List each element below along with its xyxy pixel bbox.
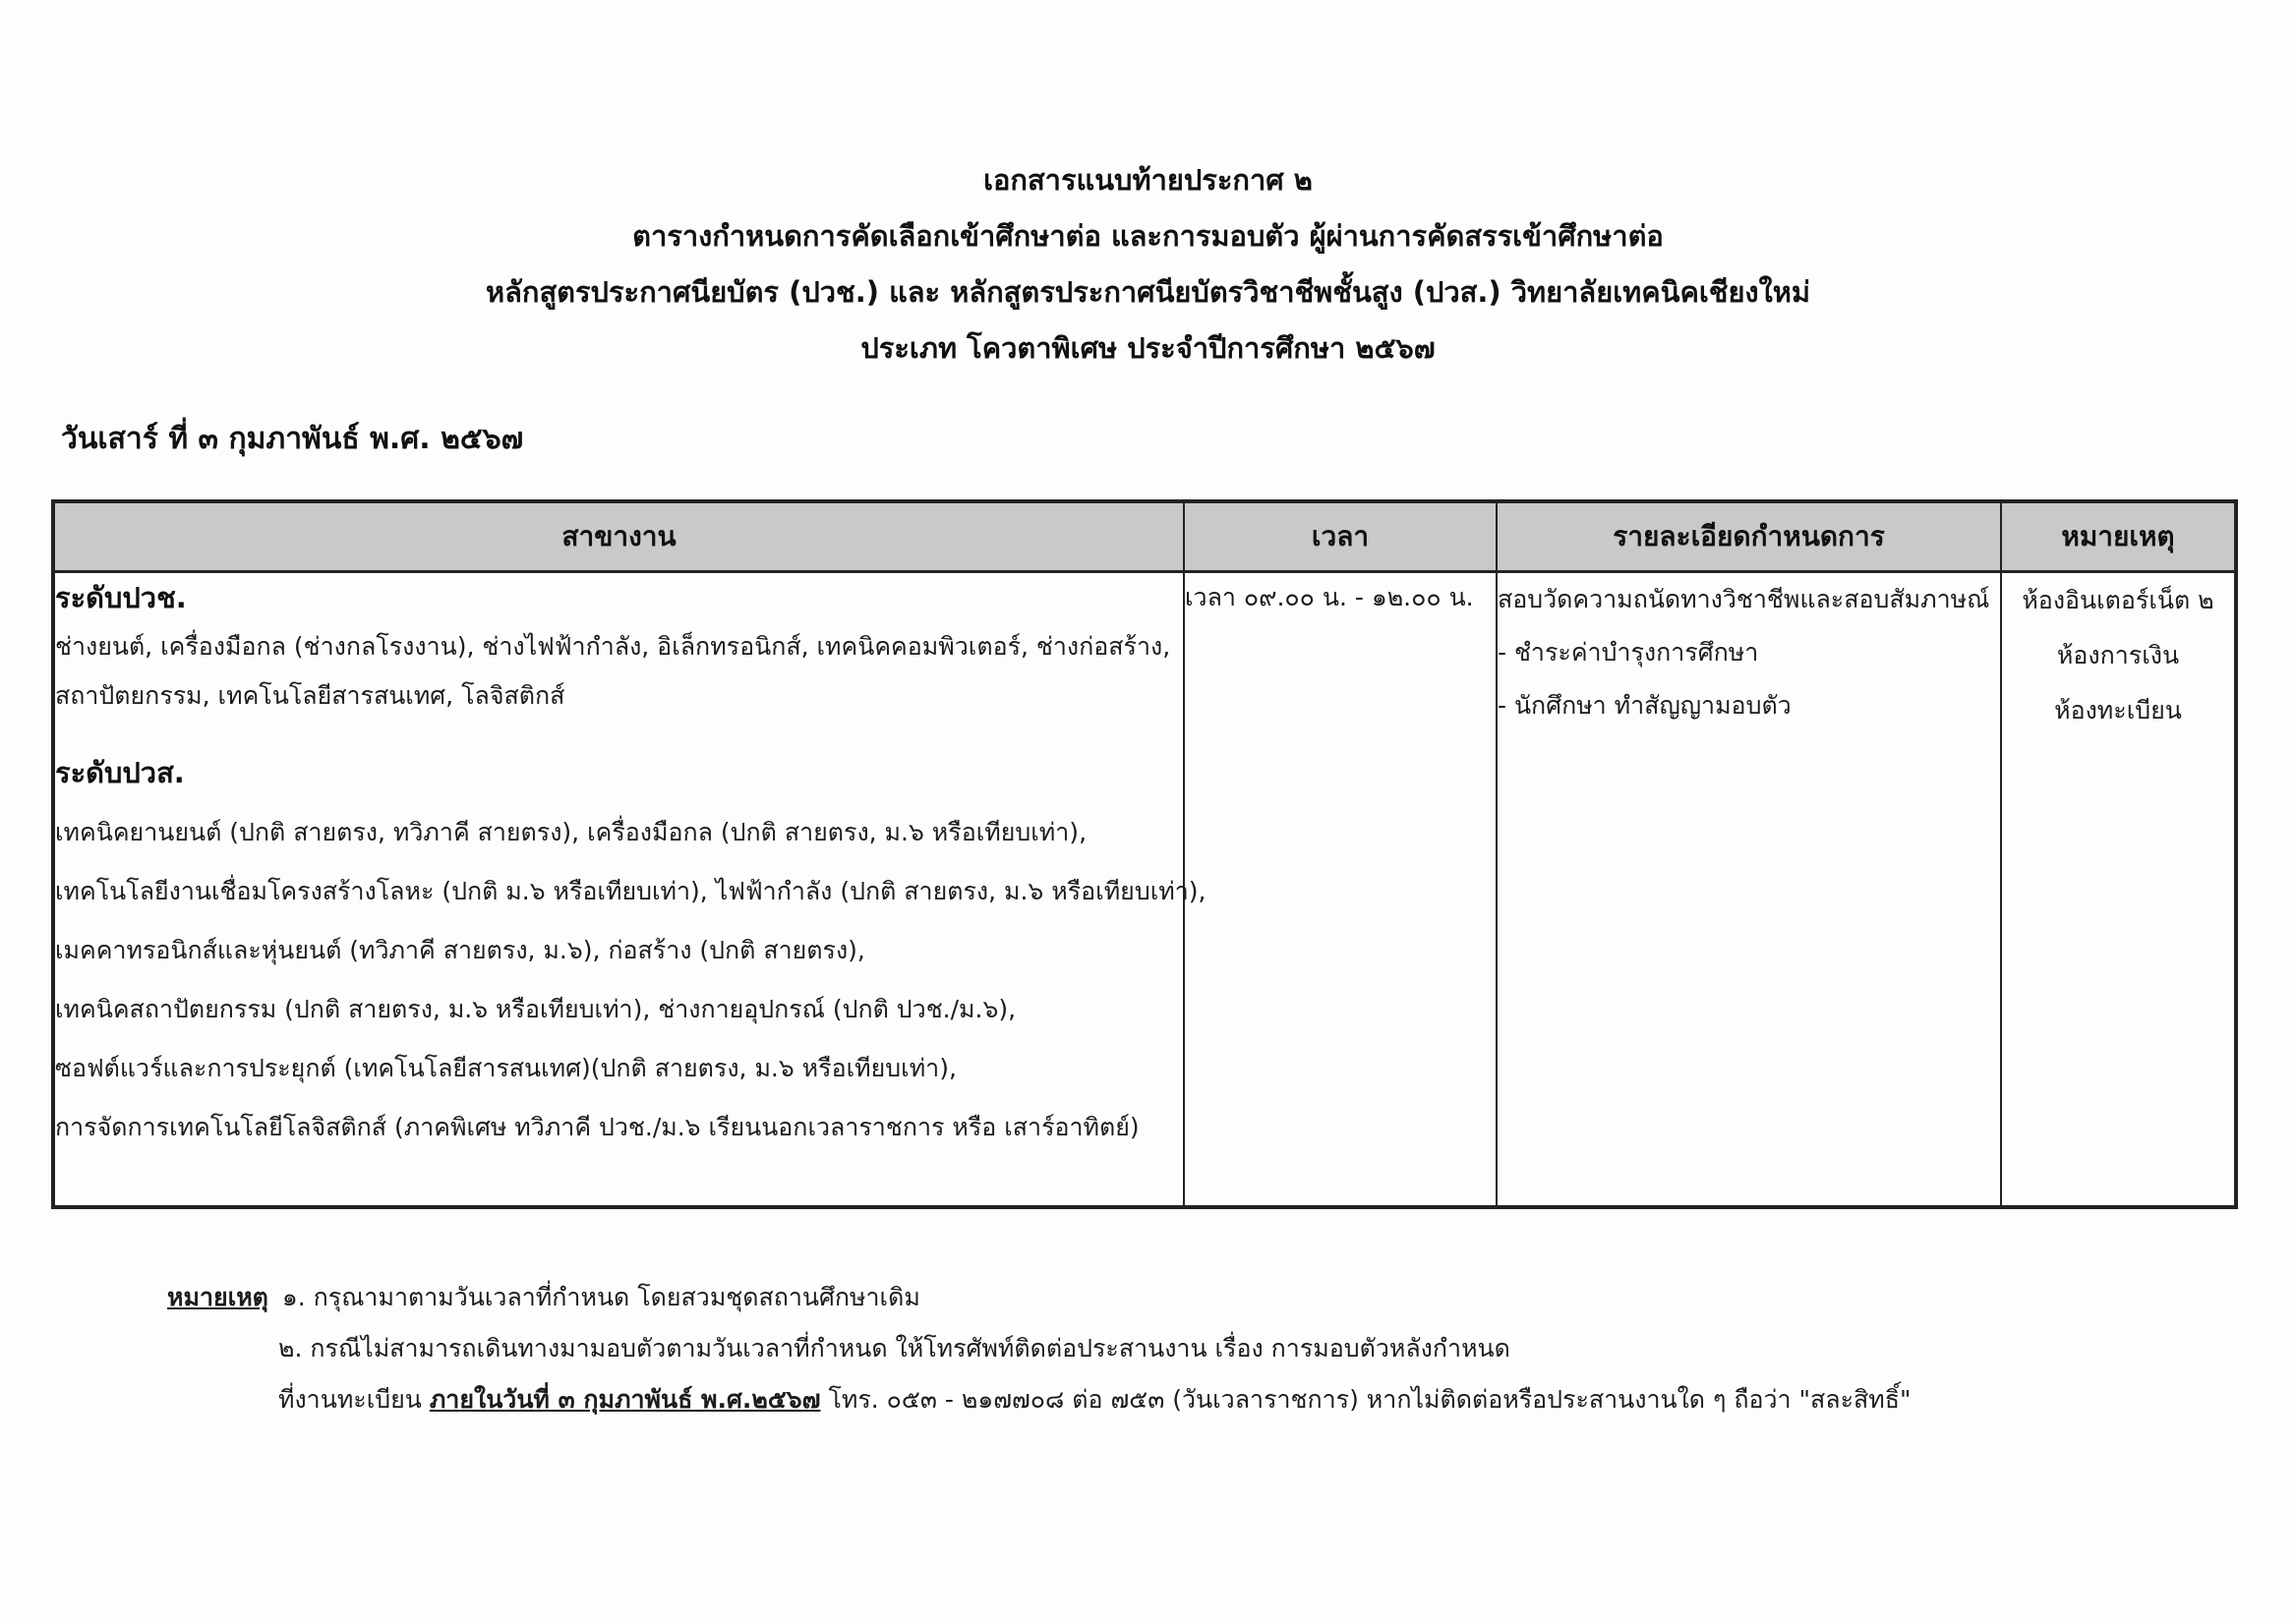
note-room: ห้องอินเตอร์เน็ต ๒	[2022, 586, 2214, 614]
document-title-quota: ประเภท โควตาพิเศษ ประจำปีการศึกษา ๒๕๖๗	[860, 331, 1436, 365]
header-branch: สาขางาน	[53, 501, 1184, 572]
pvc-branch-line: สถาปัตยกรรม, เทคโนโลยีสารสนเทศ, โลจิสติกส์	[55, 681, 565, 710]
schedule-date: วันเสาร์ ที่ ๓ กุมภาพันธ์ พ.ศ. ๒๕๖๗	[61, 422, 524, 456]
note-room: ห้องการเงิน	[2056, 641, 2180, 669]
branch-cell	[53, 572, 1207, 1208]
pvs-branch-line: เทคโนโลยีงานเชื่อมโครงสร้างโลหะ (ปกติ ม.๖ หรือเทียบเท่า), ไฟฟ้ากำลัง (ปกติ สายตรง, ม.๖ หรือเทียบเท่า),	[55, 877, 1207, 905]
pvc-level-heading: ระดับปวช.	[55, 581, 187, 614]
detail-item: - นักศึกษา ทำสัญญามอบตัว	[1498, 691, 1792, 720]
schedule-table	[51, 499, 2238, 1209]
pvs-branch-line: เมคคาทรอนิกส์และหุ่นยนต์ (ทวิภาคี สายตรง, ม.๖), ก่อสร้าง (ปกติ สายตรง),	[55, 936, 865, 964]
document-title-schedule: ตารางกำหนดการคัดเลือกเข้าศึกษาต่อ และการมอบตัว ผู้ผ่านการคัดสรรเข้าศึกษาต่อ	[632, 219, 1664, 253]
pvs-branch-line: ซอฟต์แวร์และการประยุกต์ (เทคโนโลยีสารสนเทศ)(ปกติ สายตรง, ม.๖ หรือเทียบเท่า),	[55, 1054, 957, 1082]
table-header-row	[53, 501, 2236, 572]
pvs-level-heading: ระดับปวส.	[55, 756, 185, 789]
footnote-deadline: ภายในวันที่ ๓ กุมภาพันธ์ พ.ศ.๒๕๖๗	[429, 1385, 821, 1414]
header-detail: รายละเอียดกำหนดการ	[1497, 501, 2001, 572]
detail-cell	[1497, 572, 2001, 1208]
detail-item: - ชำระค่าบำรุงการศึกษา	[1498, 638, 1759, 667]
footnote-1-text: ๑. กรุณามาตามวันเวลาที่กำหนด โดยสวมชุดสถานศึกษาเดิม	[281, 1283, 920, 1311]
footnotes	[167, 1272, 1912, 1425]
pvc-branch-line: ช่างยนต์, เครื่องมือกล (ช่างกลโรงงาน), ช่างไฟฟ้ากำลัง, อิเล็กทรอนิกส์, เทคนิคคอมพิวเตอร์, ช่างก่อสร้าง,	[55, 632, 1171, 661]
header-time: เวลา	[1184, 501, 1497, 572]
pvs-branch-line: เทคนิคยานยนต์ (ปกติ สายตรง, ทวิภาคี สายตรง), เครื่องมือกล (ปกติ สายตรง, ม.๖ หรือเทียบเท่า),	[55, 818, 1088, 846]
header-note: หมายเหตุ	[2001, 501, 2236, 572]
footnote-2-post: โทร. ๐๕๓ - ๒๑๗๗๐๘ ต่อ ๗๕๓ (วันเวลาราชการ) หากไม่ติดต่อหรือประสานงานใด ๆ ถือว่า "สละสิทธิ์"	[828, 1385, 1912, 1414]
pvs-branch-line: การจัดการเทคโนโลยีโลจิสติกส์ (ภาคพิเศษ ทวิภาคี ปวช./ม.๖ เรียนนอกเวลาราชการ หรือ เสาร์อาทิตย์)	[55, 1113, 1140, 1141]
time-cell: เวลา ๐๙.๐๐ น. - ๑๒.๐๐ น.	[1184, 572, 1497, 1208]
table-row	[53, 572, 2236, 1208]
note-room: ห้องทะเบียน	[2054, 696, 2182, 725]
footnote-2-pre: ที่งานทะเบียน	[278, 1385, 422, 1414]
note-cell	[2001, 572, 2236, 1208]
document-title-attachment: เอกสารแนบท้ายประกาศ ๒	[983, 163, 1313, 197]
document-title-programs: หลักสูตรประกาศนียบัตร (ปวช.) และ หลักสูตรประกาศนียบัตรวิชาชีพชั้นสูง (ปวส.) วิทยาลัยเทคนิคเชียงใหม่	[486, 275, 1810, 309]
detail-item: สอบวัดความถนัดทางวิชาชีพและสอบสัมภาษณ์	[1498, 585, 1990, 613]
footnote-label: หมายเหตุ	[167, 1283, 268, 1311]
footnote-2-continued	[167, 1374, 1912, 1425]
footnote-2: ๒. กรณีไม่สามารถเดินทางมามอบตัวตามวันเวลาที่กำหนด ให้โทรศัพท์ติดต่อประสานงาน เรื่อง การมอบตัวหลังกำหนด	[278, 1334, 1510, 1362]
document-title-block	[0, 152, 2296, 377]
pvs-branch-line: เทคนิคสถาปัตยกรรม (ปกติ สายตรง, ม.๖ หรือเทียบเท่า), ช่างกายอุปกรณ์ (ปกติ ปวช./ม.๖),	[55, 995, 1017, 1023]
footnote-1	[167, 1272, 1912, 1323]
